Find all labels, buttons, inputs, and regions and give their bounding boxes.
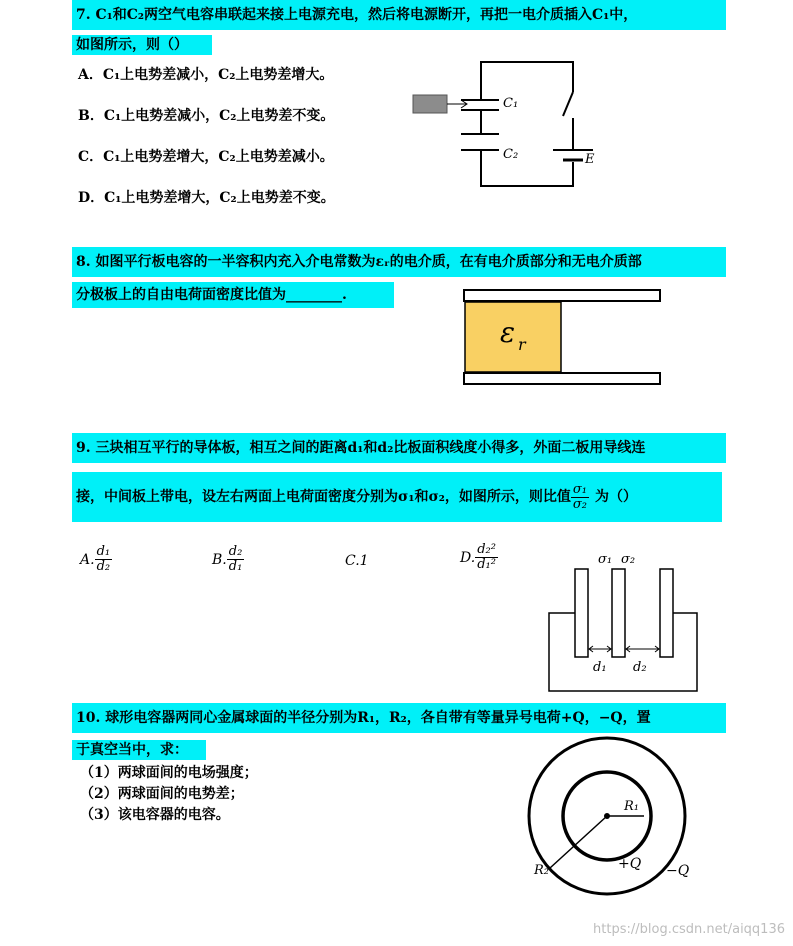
sigma1-label: σ₁: [598, 552, 613, 567]
q9-option-d-num: d₂²: [477, 542, 496, 557]
minus-q-label: −Q: [666, 863, 690, 879]
q8-line1: 8. 如图平行板电容的一半容积内充入介电常数为εᵣ的电介质，在有电介质部分和无电介质部: [72, 247, 726, 277]
bottom-plate: [464, 373, 660, 384]
q9-option-a-label: A.: [80, 551, 95, 568]
q10-line1: 10. 球形电容器两同心金属球面的半径分别为R₁，R₂，各自带有等量异号电荷+Q，−Q，置: [72, 703, 726, 733]
q10-item-1: （1）两球面间的电场强度；: [80, 765, 258, 781]
label-c1: C₁: [503, 96, 519, 111]
q9-line2-text: 接，中间板上带电，设左右两面上电荷面密度分别为σ₁和σ₂，如图所示，则比值: [76, 489, 571, 505]
q9-option-a: [80, 545, 112, 574]
q10-item-2: （2）两球面间的电势差；: [80, 786, 244, 802]
q9-option-c: C.1: [345, 553, 369, 569]
q9-option-b-den: d₁: [228, 559, 243, 574]
watermark: https://blog.csdn.net/aiqq136: [593, 922, 785, 937]
q9-option-d: [460, 543, 498, 572]
q9-line2-end: 为（）: [595, 489, 637, 505]
d1-label: d₁: [593, 660, 607, 675]
q10-item-3: （3）该电容器的电容。: [80, 807, 230, 823]
q9-option-b: [212, 545, 244, 574]
dielectric-slab: [413, 95, 447, 113]
q9-option-b-label: B.: [212, 551, 227, 568]
q9-option-d-label: D.: [460, 549, 476, 566]
q7-option-a: A．C₁上电势差减小，C₂上电势差增大。: [78, 67, 334, 83]
q9-line2: [72, 472, 722, 522]
q10-sphere-diagram: [506, 732, 706, 932]
epsilon-subscript: r: [518, 335, 526, 354]
q9-ratio-num: σ₁: [572, 481, 587, 497]
right-plate: [660, 569, 673, 657]
q8-capacitor-diagram: [462, 288, 666, 388]
q9-ratio: [571, 483, 589, 512]
q10-line2: 于真空当中，求：: [72, 740, 206, 760]
q9-option-a-den: d₂: [96, 559, 111, 574]
sigma2-label: σ₂: [621, 552, 636, 567]
d2-label: d₂: [633, 660, 647, 675]
label-e: E: [585, 152, 595, 167]
r1-label: R₁: [624, 799, 639, 814]
q9-line1: 9. 三块相互平行的导体板，相互之间的距离d₁和d₂比板面积线度小得多，外面二板用导线连: [72, 433, 726, 463]
q7-option-b: B．C₁上电势差减小，C₂上电势差不变。: [78, 108, 335, 124]
q9-option-b-num: d₂: [228, 544, 243, 559]
q9-option-d-den: d₁²: [477, 557, 496, 572]
plus-q-label: +Q: [618, 856, 642, 872]
label-c2: C₂: [503, 147, 519, 162]
r2-label: R₂: [534, 863, 549, 878]
left-plate: [575, 569, 588, 657]
top-plate: [464, 290, 660, 301]
epsilon-label: ε: [500, 316, 516, 349]
q9-option-a-num: d₁: [96, 544, 111, 559]
q7-line1: 7. C₁和C₂两空气电容串联起来接上电源充电，然后将电源断开，再把一电介质插入C₁中，: [72, 0, 726, 30]
q9-plates-diagram: [545, 545, 705, 695]
q7-circuit-diagram: [405, 52, 615, 197]
q7-option-d: D．C₁上电势差增大，C₂上电势差不变。: [78, 190, 335, 206]
q7-option-c: C．C₁上电势差增大，C₂上电势差减小。: [78, 149, 334, 165]
middle-plate: [612, 569, 625, 657]
q7-line2: 如图所示，则（）: [72, 35, 212, 55]
q9-ratio-den: σ₂: [572, 496, 587, 512]
q8-line2: 分极板上的自由电荷面密度比值为________.: [72, 282, 394, 308]
